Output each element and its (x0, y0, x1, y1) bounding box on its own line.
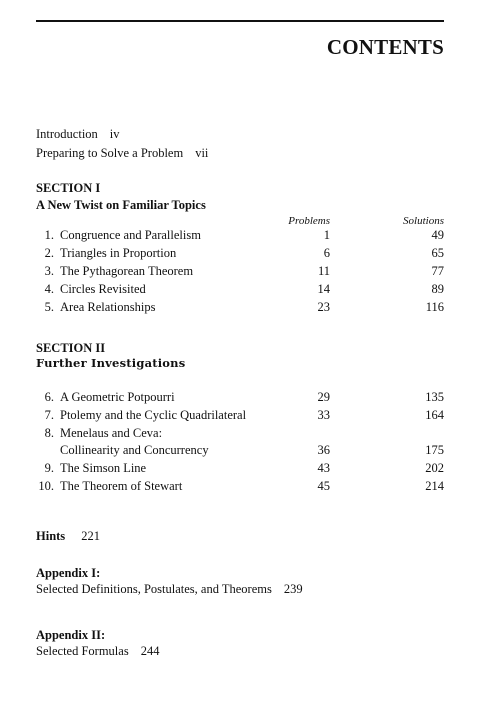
entry-number: 4. (44, 282, 54, 296)
entry-number: 9. (44, 461, 54, 475)
entry-number: 1. (44, 228, 54, 242)
entry-title: The Pythagorean Theorem (60, 264, 194, 278)
front-item-label: Introduction (36, 127, 98, 141)
entry-solutions-page: 116 (425, 300, 444, 314)
entry-problems-page: 23 (317, 300, 330, 314)
section1-heading: SECTION I (36, 181, 101, 195)
problems-column-header: Problems (288, 215, 330, 227)
toc-entry-4[interactable] (36, 281, 444, 298)
page-title: CONTENTS (326, 35, 444, 59)
front-item-introduction[interactable] (36, 126, 120, 142)
entry-title: Ptolemy and the Cyclic Quadrilateral (60, 408, 247, 422)
appendix2-entry[interactable] (36, 643, 159, 659)
appendix1-page: 239 (283, 582, 303, 596)
entry-problems-page: 1 (323, 228, 330, 242)
front-item-page: vii (195, 146, 209, 160)
entry-title: Area Relationships (60, 300, 156, 314)
entry-title: Triangles in Proportion (60, 246, 177, 260)
toc-entry-3[interactable] (36, 263, 444, 280)
entry-number: 10. (38, 479, 54, 493)
entry-number: 8. (44, 426, 54, 440)
entry-title: Menelaus and Ceva: (60, 426, 163, 440)
toc-entry-1[interactable] (36, 227, 444, 244)
appendix1-entry[interactable] (36, 581, 303, 597)
entry-solutions-page: 175 (425, 443, 444, 457)
front-item-preparing[interactable] (36, 145, 208, 161)
entry-title: The Simson Line (60, 461, 147, 475)
toc-entry-6[interactable] (36, 389, 444, 406)
entry-number: 3. (44, 264, 54, 278)
section1-subtitle: A New Twist on Familiar Topics (36, 198, 206, 212)
section2-heading: SECTION II (36, 341, 106, 355)
top-rule (36, 20, 444, 22)
entry-solutions-page: 202 (425, 461, 444, 475)
entry-title: The Theorem of Stewart (60, 479, 183, 493)
entry-number: 5. (44, 300, 54, 314)
appendix1-heading: Appendix I: (36, 566, 101, 580)
entry-title: Congruence and Parallelism (60, 228, 201, 242)
toc-entry-2[interactable] (36, 245, 444, 262)
front-item-page: iv (109, 127, 120, 141)
entry-problems-page: 29 (317, 390, 330, 404)
entry-solutions-page: 49 (431, 228, 444, 242)
entry-solutions-page: 135 (425, 390, 444, 404)
toc-entry-7[interactable] (36, 407, 444, 424)
entry-title: A Geometric Potpourri (60, 390, 175, 404)
toc-entry-8[interactable] (36, 425, 444, 442)
entry-solutions-page: 77 (431, 264, 444, 278)
toc-entry-10[interactable] (36, 478, 444, 495)
entry-problems-page: 36 (317, 443, 330, 457)
appendix2-title: Selected Formulas (36, 644, 129, 658)
toc-entry-8-continued[interactable] (36, 442, 444, 459)
entry-solutions-page: 65 (431, 246, 444, 260)
appendix1-title: Selected Definitions, Postulates, and Theorems (36, 582, 272, 596)
entry-problems-page: 45 (317, 479, 330, 493)
entry-problems-page: 43 (317, 461, 330, 475)
entry-title: Collinearity and Concurrency (60, 443, 209, 457)
appendix2-heading: Appendix II: (36, 628, 106, 642)
hints-entry[interactable] (36, 528, 100, 544)
toc-entry-9[interactable] (36, 460, 444, 477)
entry-problems-page: 14 (317, 282, 330, 296)
entry-solutions-page: 89 (431, 282, 444, 296)
entry-number: 6. (44, 390, 54, 404)
entry-problems-page: 11 (317, 264, 330, 278)
entry-solutions-page: 164 (425, 408, 444, 422)
entry-solutions-page: 214 (425, 479, 444, 493)
entry-title: Circles Revisited (60, 282, 146, 296)
toc-entry-5[interactable] (36, 299, 444, 316)
appendix2-page: 244 (140, 644, 160, 658)
section2-subtitle: Further Investigations (36, 356, 186, 370)
entry-number: 2. (44, 246, 54, 260)
entry-problems-page: 33 (317, 408, 330, 422)
hints-label: Hints (36, 529, 66, 543)
entry-problems-page: 6 (323, 246, 330, 260)
front-item-label: Preparing to Solve a Problem (36, 146, 184, 160)
entry-number: 7. (44, 408, 54, 422)
hints-page: 221 (81, 529, 100, 543)
solutions-column-header: Solutions (403, 215, 444, 227)
